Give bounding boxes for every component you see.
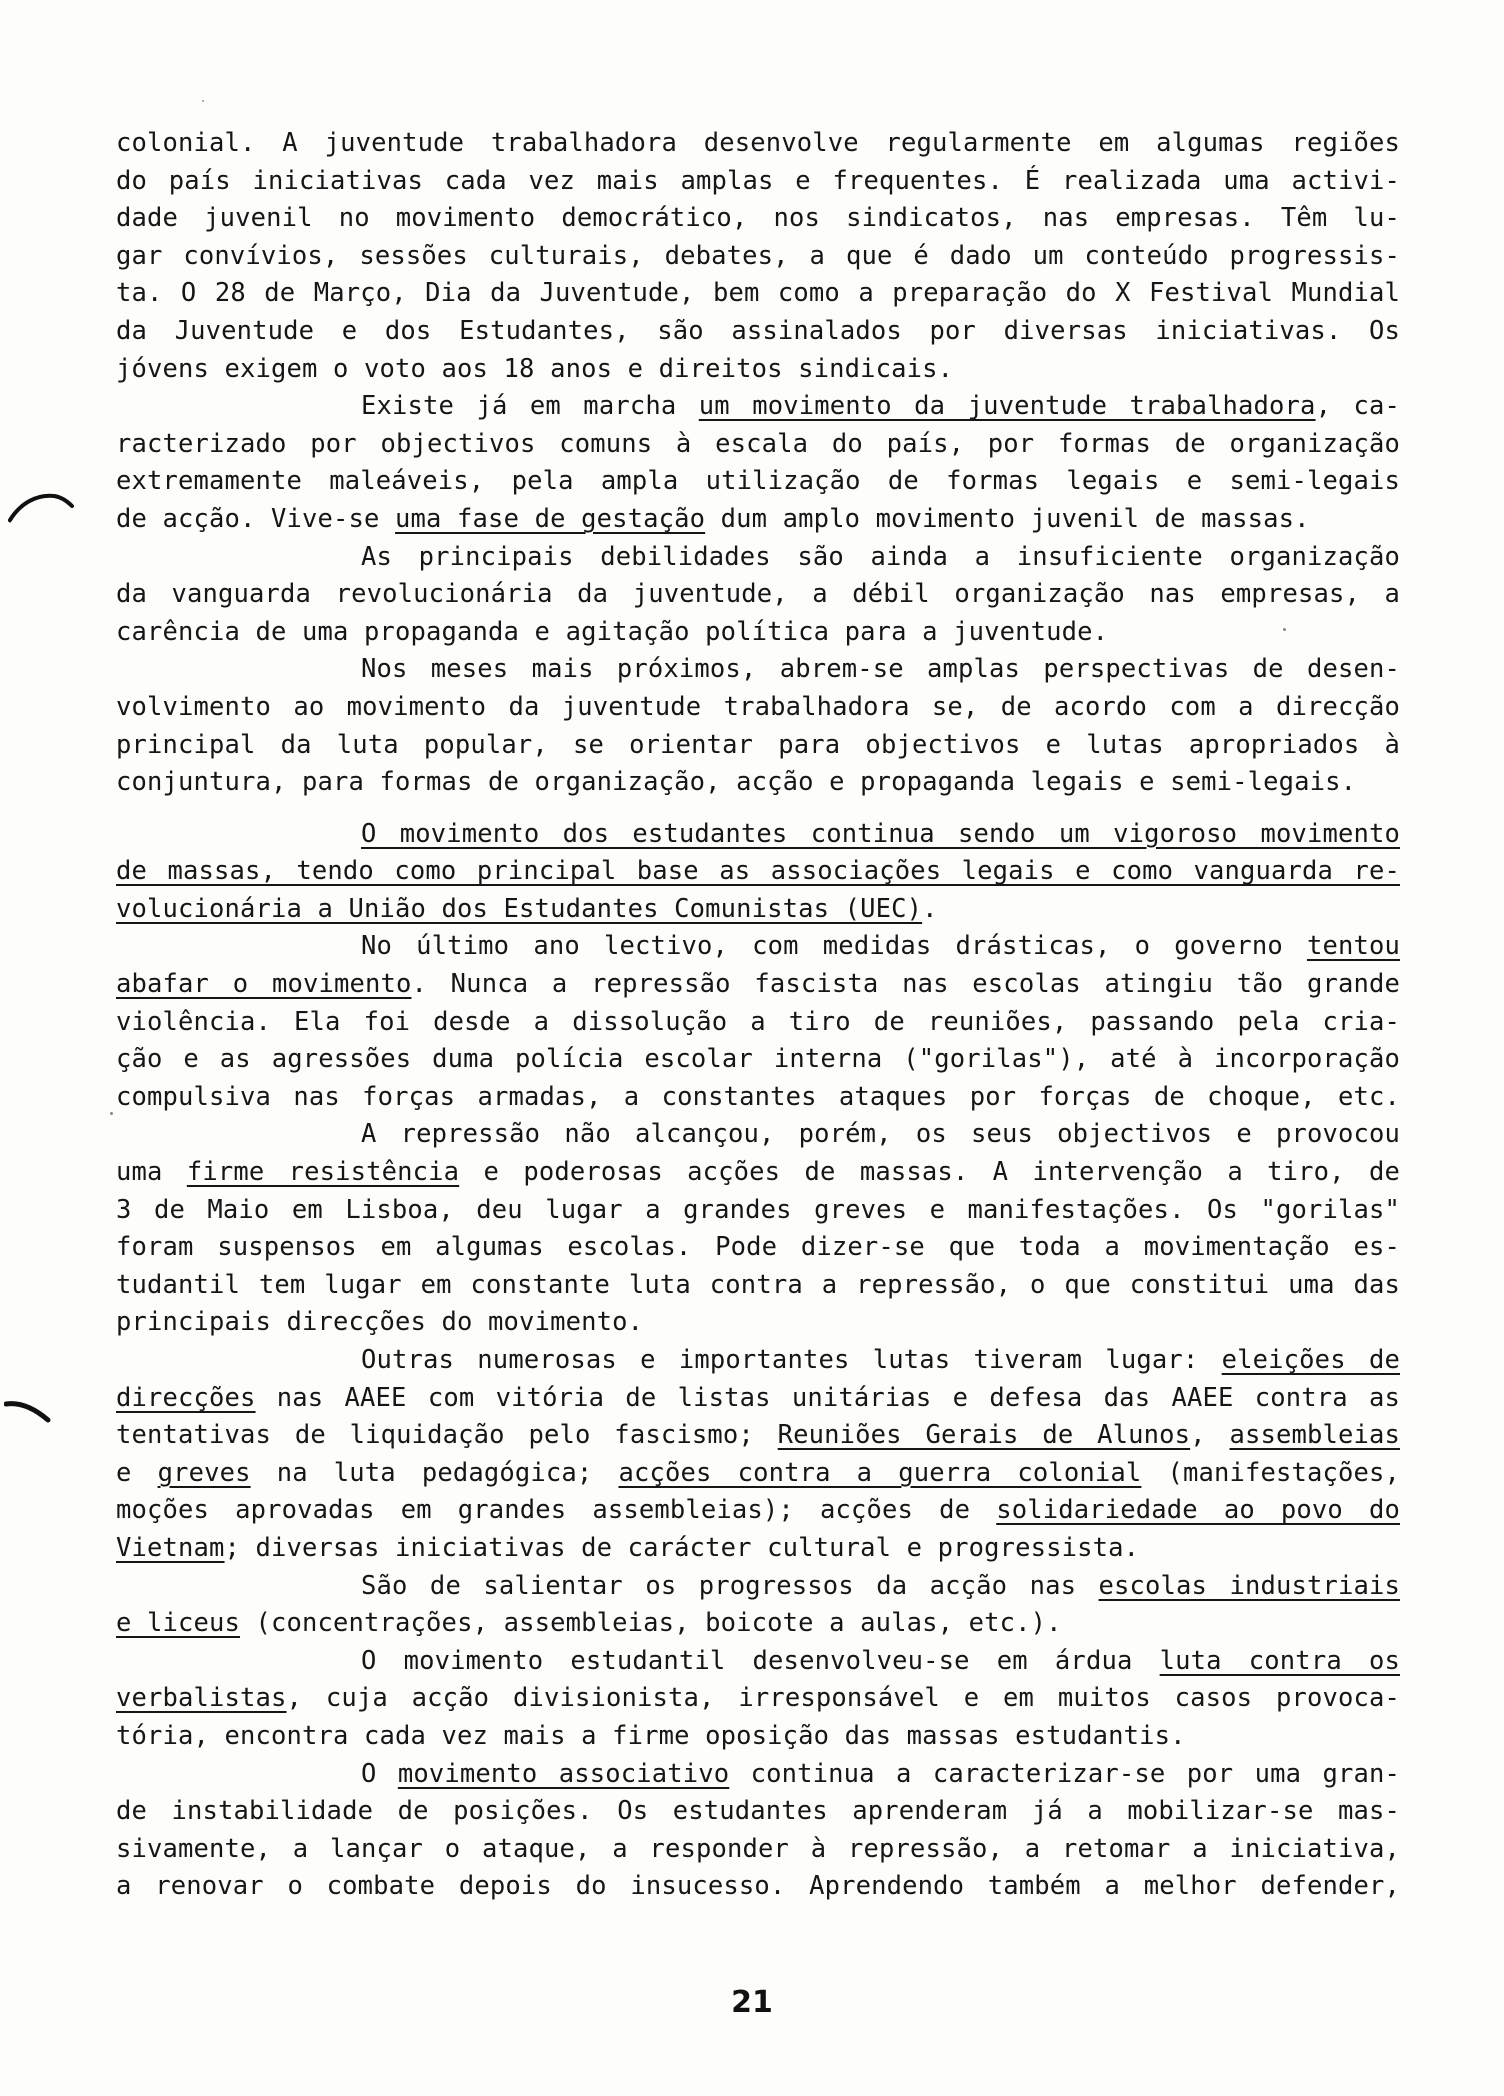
text-line: conjuntura, para formas de organização, acção e propaganda legais e semi-legais. <box>116 767 1357 798</box>
text-segment: uma <box>116 1157 187 1188</box>
text-line: tória, encontra cada vez mais a firme oposição das massas estudantis. <box>116 1720 1186 1751</box>
text-segment: tentativas de liquidação pelo fascismo; <box>116 1420 778 1451</box>
text-line: violência. Ela foi desde a dissolução a tiro de reuniões, passando pela cria- <box>116 1006 1400 1037</box>
underlined-phrase: firme resistência <box>186 1157 460 1188</box>
text-line <box>116 966 1400 1004</box>
text-segment: de acção. Vive-se <box>116 503 396 534</box>
page-number: 21 <box>731 1985 773 2020</box>
text-line <box>116 1530 1400 1568</box>
text-line: colonial. A juventude trabalhadora desenvolve regularmente em algumas regiões <box>116 128 1400 158</box>
text-line: foram suspensos em algumas escolas. Pode dizer-se que toda a movimentação es- <box>116 1232 1400 1263</box>
text-line <box>116 1380 1400 1418</box>
text-line <box>116 1492 1400 1530</box>
text-segment: ; diversas iniciativas de carácter cultural e progressista. <box>224 1532 1140 1563</box>
text-line <box>116 928 1400 966</box>
margin-pen-mark <box>4 1398 54 1428</box>
text-line: sivamente, a lançar o ataque, a responder à repressão, a retomar a iniciativa, <box>116 1833 1400 1864</box>
underlined-phrase: luta contra os <box>1159 1645 1400 1676</box>
text-line <box>116 1605 1400 1643</box>
body-text <box>116 125 1400 1906</box>
text-line <box>116 388 1400 426</box>
text-segment: , <box>1190 1420 1230 1451</box>
text-segment: e poderosas acções de massas. A intervenção a tiro, de <box>459 1157 1400 1188</box>
underlined-phrase: tentou <box>1306 931 1400 962</box>
text-segment: (concentrações, assembleias, boicote a aulas, etc.). <box>240 1608 1062 1639</box>
underlined-phrase: um movimento da juventude trabalhadora <box>698 391 1316 422</box>
text-line: 3 de Maio em Lisboa, deu lugar a grandes greves e manifestações. Os "gorilas" <box>116 1194 1400 1225</box>
text-line <box>116 1568 1400 1606</box>
text-segment: continua a caracterizar-se por uma gran- <box>729 1758 1400 1789</box>
text-segment: No último ano lectivo, com medidas drásticas, o governo <box>361 931 1307 962</box>
underlined-phrase: solidariedade ao povo do <box>996 1495 1401 1526</box>
underlined-phrase: Vietnam <box>116 1532 225 1563</box>
text-segment: na luta pedagógica; <box>250 1457 619 1488</box>
underlined-phrase: Reuniões Gerais de Alunos <box>777 1420 1191 1451</box>
text-line <box>116 1417 1400 1455</box>
underlined-heading-line: O movimento dos estudantes continua sendo um vigoroso movimento <box>361 818 1400 849</box>
text-line: A repressão não alcançou, porém, os seus objectivos e provocou <box>361 1119 1400 1150</box>
text-segment: . <box>922 893 938 924</box>
text-segment: São de salientar os progressos da acção nas <box>361 1570 1099 1601</box>
text-segment: Existe já em marcha <box>361 391 699 422</box>
scan-speck <box>202 100 204 102</box>
underlined-phrase: uma fase de gestação <box>395 503 706 534</box>
text-line <box>116 891 1400 929</box>
text-line: volvimento ao movimento da juventude trabalhadora se, de acordo com a direcção <box>116 691 1400 722</box>
text-line: de instabilidade de posições. Os estudantes aprenderam já a mobilizar-se mas- <box>116 1796 1400 1827</box>
underlined-phrase: assembleias <box>1229 1420 1401 1451</box>
text-segment: , cuja acção divisionista, irresponsável e em muitos casos provoca- <box>286 1683 1400 1714</box>
text-line: gar convívios, sessões culturais, debates, a que é dado um conteúdo progressis- <box>116 240 1400 271</box>
underlined-phrase: direcções <box>116 1382 256 1413</box>
text-line <box>116 1680 1400 1718</box>
underlined-phrase: abafar o movimento <box>116 969 412 1000</box>
underlined-phrase: movimento associativo <box>397 1758 730 1789</box>
underlined-phrase: verbalistas <box>116 1683 287 1714</box>
text-line: ta. O 28 de Março, Dia da Juventude, bem como a preparação do X Festival Mundial <box>116 278 1400 309</box>
text-segment: nas AAEE com vitória de listas unitárias e defesa das AAEE contra as <box>255 1382 1400 1413</box>
text-segment: O <box>361 1758 398 1789</box>
text-line <box>116 501 1400 539</box>
text-line: ção e as agressões duma polícia escolar interna ("gorilas"), até à incorporação <box>116 1044 1400 1075</box>
text-line: extremamente maleáveis, pela ampla utilização de formas legais e semi-legais <box>116 466 1400 497</box>
text-segment: dum amplo movimento juvenil de massas. <box>705 503 1310 534</box>
text-line <box>116 1455 1400 1493</box>
text-segment: e <box>116 1457 158 1488</box>
underlined-phrase: escolas industriais <box>1098 1570 1401 1601</box>
text-segment: . Nunca a repressão fascista nas escolas atingiu tão grande <box>411 969 1400 1000</box>
text-segment: , ca- <box>1315 391 1401 422</box>
underlined-phrase: acções contra a guerra colonial <box>618 1457 1142 1488</box>
text-line <box>116 1756 1400 1794</box>
text-line: da vanguarda revolucionária da juventude, a débil organização nas empresas, a <box>116 579 1400 610</box>
text-line <box>116 1154 1400 1192</box>
text-line: principal da luta popular, se orientar para objectivos e lutas apropriados à <box>116 729 1400 760</box>
text-line: As principais debilidades são ainda a insuficiente organização <box>361 541 1400 572</box>
text-line: do país iniciativas cada vez mais amplas e frequentes. É realizada uma activi- <box>116 165 1400 196</box>
text-line: racterizado por objectivos comuns à escala do país, por formas de organização <box>116 428 1400 459</box>
text-line: jóvens exigem o voto aos 18 anos e direitos sindicais. <box>116 353 954 384</box>
text-line: da Juventude e dos Estudantes, são assinalados por diversas iniciativas. Os <box>116 315 1400 346</box>
underlined-heading-line: de massas, tendo como principal base as associações legais e como vanguarda re- <box>116 856 1400 887</box>
text-segment: (manifestações, <box>1141 1457 1400 1488</box>
scan-speck <box>110 1112 113 1115</box>
underlined-phrase: volucionária a União dos Estudantes Comunistas (UEC) <box>116 893 923 924</box>
underlined-phrase: eleições de <box>1221 1345 1400 1375</box>
text-line: compulsiva nas forças armadas, a constantes ataques por forças de choque, etc. <box>116 1081 1400 1112</box>
text-line: tudantil tem lugar em constante luta contra a repressão, o que constitui uma das <box>116 1269 1400 1300</box>
margin-pen-mark <box>6 484 76 524</box>
underlined-phrase: e liceus <box>116 1608 241 1639</box>
text-line <box>116 1643 1400 1681</box>
underlined-phrase: greves <box>157 1457 251 1488</box>
text-line: carência de uma propaganda e agitação política para a juventude. <box>116 616 1109 647</box>
text-line <box>116 1342 1400 1380</box>
text-segment: Outras numerosas e importantes lutas tiveram lugar: <box>361 1345 1222 1375</box>
text-line: dade juvenil no movimento democrático, nos sindicatos, nas empresas. Têm lu- <box>116 203 1400 234</box>
text-segment: moções aprovadas em grandes assembleias); acções de <box>116 1495 997 1526</box>
text-line: a renovar o combate depois do insucesso. Aprendendo também a melhor defender, <box>116 1871 1400 1902</box>
text-line: Nos meses mais próximos, abrem-se amplas perspectivas de desen- <box>361 654 1400 685</box>
text-line: principais direcções do movimento. <box>116 1307 644 1338</box>
text-segment: O movimento estudantil desenvolveu-se em árdua <box>361 1645 1160 1676</box>
